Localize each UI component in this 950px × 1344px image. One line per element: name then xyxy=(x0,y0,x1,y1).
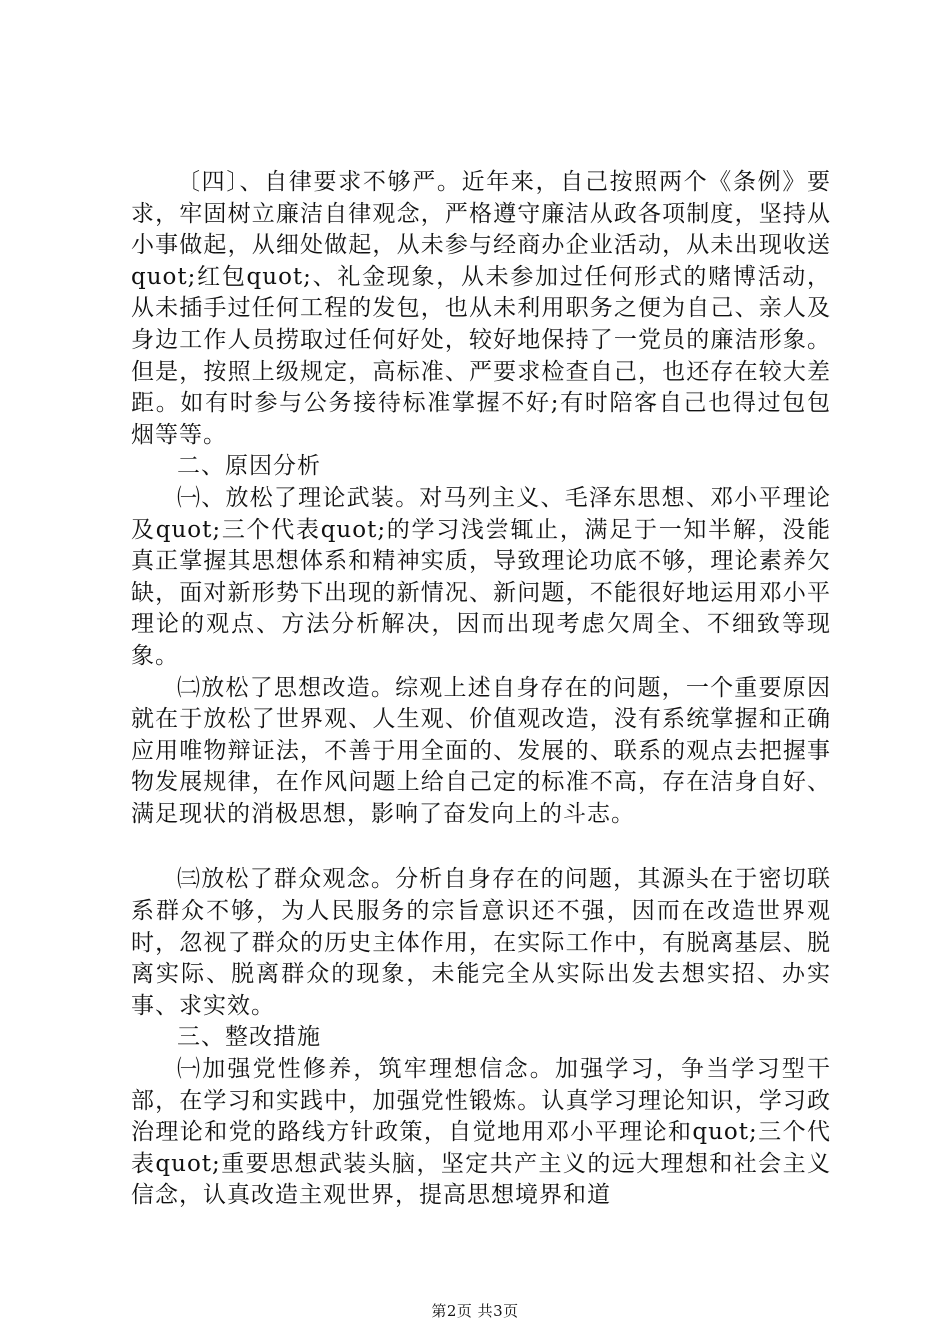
paragraph-theory: ㈠、放松了理论武装。对马列主义、毛泽东思想、邓小平理论及quot;三个代表quot;的学习浅尝辄止，满足于一知半解，没能真正掌握其思想体系和精神实质，导致理论功底不够，理论素养欠缺，面对新形势下出现的新情况、新问题，不能很好地运用邓小平理论的观点、方法分析解决，因而出现考虑欠周全、不细致等现象。 xyxy=(131,484,831,669)
paragraph-mass-concept: ㈢放松了群众观念。分析自身存在的问题，其源头在于密切联系群众不够，为人民服务的宗旨意识还不强，因而在改造世界观时，忽视了群众的历史主体作用，在实际工作中，有脱离基层、脱离实际、脱离群众的现象，未能完全从实际出发去想实招、办实事、求实效。 xyxy=(131,866,831,1019)
heading-cause-analysis: 二、原因分析 xyxy=(177,453,321,480)
paragraph-party-spirit: ㈠加强党性修养，筑牢理想信念。加强学习，争当学习型干部，在学习和实践中，加强党性锻炼。认真学习理论知识，学习政治理论和党的路线方针政策，自觉地用邓小平理论和quot;三个代表quot;重要思想武装头脑，坚定共产主义的远大理想和社会主义信念，认真改造主观世界，提高思想境界和道 xyxy=(131,1056,831,1209)
document-body xyxy=(131,167,831,1212)
paragraph-self-discipline: 〔四〕、自律要求不够严。近年来，自己按照两个《条例》要求，牢固树立廉洁自律观念，严格遵守廉洁从政各项制度，坚持从小事做起，从细处做起，从未参与经商办企业活动，从未出现收送quot;红包quot;、礼金现象，从未参加过任何形式的赌博活动，从未插手过任何工程的发包，也从未利用职务之便为自己、亲人及身边工作人员捞取过任何好处，较好地保持了一党员的廉洁形象。但是，按照上级规定，高标准、严要求检查自己，也还存在较大差距。如有时参与公务接待标准掌握不好;有时陪客自己也得过包包烟等等。 xyxy=(131,169,831,448)
paragraph-thought-reform: ㈡放松了思想改造。综观上述自身存在的问题，一个重要原因就在于放松了世界观、人生观、价值观改造，没有系统掌握和正确应用唯物辩证法，不善于用全面的、发展的、联系的观点去把握事物发展规律，在作风问题上给自己定的标准不高，存在洁身自好、满足现状的消极思想，影响了奋发向上的斗志。 xyxy=(131,674,831,827)
page-number-footer: 第2页 共3页 xyxy=(431,1302,519,1320)
heading-rectification-measures: 三、整改措施 xyxy=(177,1024,321,1051)
